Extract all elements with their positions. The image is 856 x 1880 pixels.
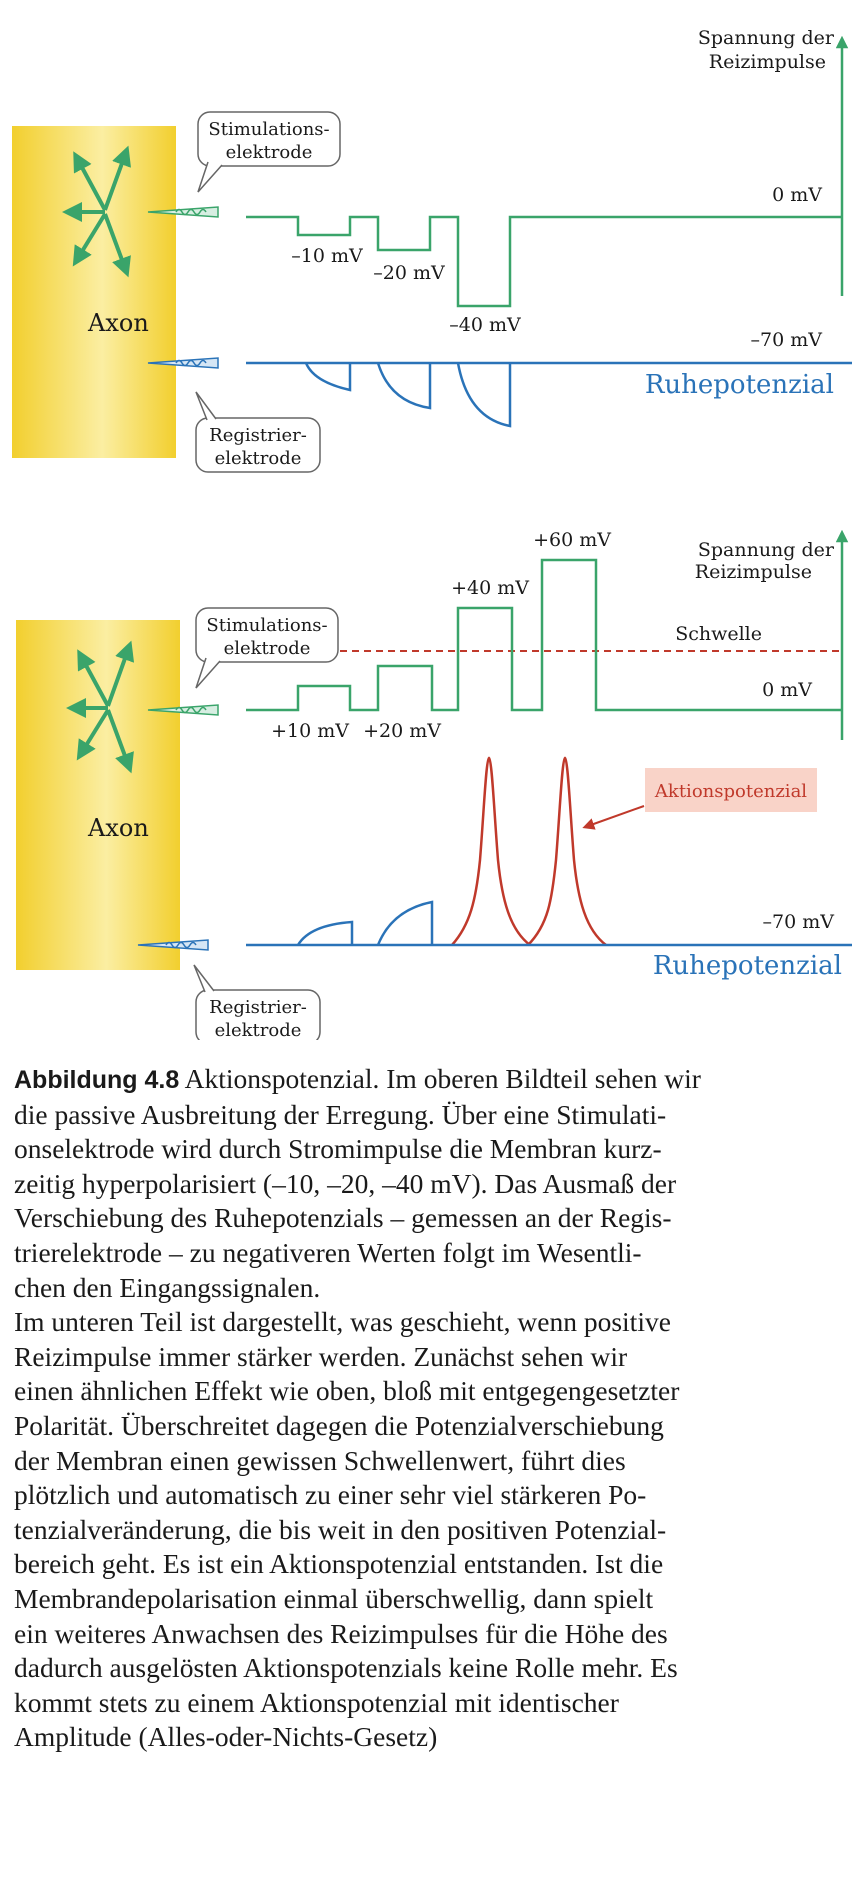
reg-label-1: Registrier- xyxy=(209,997,307,1018)
resting-mv-label: –70 mV xyxy=(762,911,834,933)
pulse-label: +60 mV xyxy=(533,529,611,551)
top-panel xyxy=(12,27,852,472)
response-curve xyxy=(458,363,510,426)
action-potential-pointer xyxy=(588,806,644,826)
axon-label: Axon xyxy=(88,814,149,842)
voltage-axis-label-2: Reizimpulse xyxy=(708,51,826,73)
resting-label: Ruhepotenzial xyxy=(644,370,834,400)
callout-pointer-icon xyxy=(196,392,216,420)
callout-pointer-icon xyxy=(198,162,222,192)
response-curve xyxy=(378,363,430,408)
voltage-axis-label-2: Reizimpulse xyxy=(694,561,812,583)
reg-label-2: elektrode xyxy=(214,448,302,469)
bottom-panel xyxy=(16,529,852,1040)
caption-title: Abbildung 4.8 xyxy=(14,1066,180,1094)
axon-body xyxy=(16,620,180,970)
voltage-axis-label-1: Spannung der xyxy=(697,27,834,49)
action-potential-spike xyxy=(528,758,606,945)
response-curve xyxy=(298,922,352,945)
response-curve xyxy=(378,902,432,945)
caption-body: Aktionspotenzial. Im oberen Bildteil sehen wir die passive Ausbreitung der Erregung. Über eine Stimulati- onselektrode wird durch Stromimpulse die Membran kurz- zeitig hyperpolarisiert (–10, –20, –40 mV). Das Ausmaß der Verschiebung des Ruhepotenzials – gemessen an der Regis- trierelektrode – zu negativeren Werten folgt im Wesentli- chen den Eingangssignalen. Im unteren Teil ist dargestellt, was geschieht, wenn positive Reizimpulse immer stärker werden. Zunächst sehen wir einen ähnlichen Effekt wie oben, bloß mit entgegengesetzter Polarität. Überschreitet dagegen die Potenzialverschiebung der Membran einen gewissen Schwellenwert, führt dies plötzlich und automatisch zu einer sehr viel stärkeren Po- tenzialveränderung, die bis weit in den positiven Potenzial- bereich geht. Es ist ein Aktionspotenzial entstanden. Ist die Membrandepolarisation einmal überschwellig, dann spielt ein weiteres Anwachsen des Reizimpulses für die Höhe des dadurch ausgelösten Aktionspotenzials keine Rolle mehr. Es kommt stets zu einem Aktionspotenzial mit identischer Amplitude (Alles-oder-Nichts-Gesetz) xyxy=(14,1063,701,1753)
threshold-label: Schwelle xyxy=(675,623,762,645)
voltage-axis-label-1: Spannung der xyxy=(697,539,834,561)
action-potential-label: Aktionspotenzial xyxy=(654,781,808,802)
resting-mv-label: –70 mV xyxy=(750,329,822,351)
figure-caption xyxy=(14,1062,846,1755)
callout-pointer-icon xyxy=(194,965,214,992)
zero-mv-label: 0 mV xyxy=(772,184,822,206)
stim-label-1: Stimulations- xyxy=(208,119,330,140)
stim-label-2: elektrode xyxy=(223,638,311,659)
action-potential-spike xyxy=(452,758,530,945)
pulse-label: +20 mV xyxy=(363,720,441,742)
axon-label: Axon xyxy=(88,309,149,337)
stim-label-2: elektrode xyxy=(225,142,313,163)
pulse-label: –20 mV xyxy=(373,262,445,284)
axon-body xyxy=(12,126,176,458)
stim-label-1: Stimulations- xyxy=(206,615,328,636)
reg-label-2: elektrode xyxy=(214,1020,302,1040)
resting-label: Ruhepotenzial xyxy=(652,951,842,981)
callout-pointer-icon xyxy=(196,658,220,688)
pulse-label: –10 mV xyxy=(291,245,363,267)
reg-label-1: Registrier- xyxy=(209,425,307,446)
pulse-label: +40 mV xyxy=(451,577,529,599)
zero-mv-label: 0 mV xyxy=(762,679,812,701)
pulse-label: –40 mV xyxy=(449,314,521,336)
response-curve xyxy=(306,363,350,390)
pulse-label: +10 mV xyxy=(271,720,349,742)
